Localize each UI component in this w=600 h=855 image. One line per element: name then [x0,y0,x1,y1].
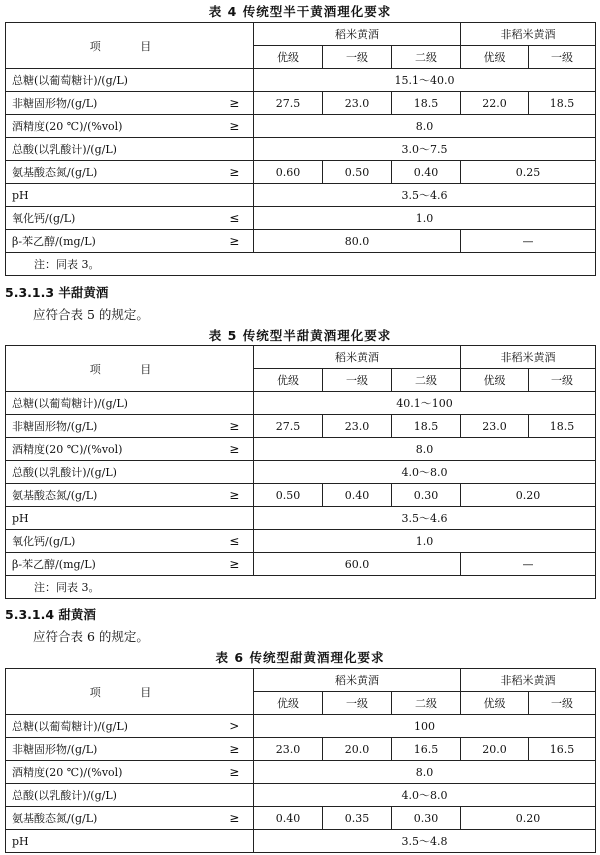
header-rice-group: 稻米黄酒 [254,346,461,369]
row-label: pH [6,830,216,853]
cell-value: 40.1～100 [254,392,596,415]
row-label: 氧化钙/(g/L) [6,530,216,553]
table4-caption: 表 4 传统型半干黄酒理化要求 [208,4,392,19]
row-symbol [216,830,254,853]
header-nonrice-group: 非稻米黄酒 [461,23,596,46]
cell-value: 23.0 [323,415,392,438]
row-symbol [216,69,254,92]
row-symbol: ≥ [216,115,254,138]
row-symbol [216,784,254,807]
header-nonrice-group: 非稻米黄酒 [461,346,596,369]
row-label: 总糖(以葡萄糖计)/(g/L) [6,715,216,738]
section-text: 应符合表 6 的规定。 [33,629,149,644]
table-row [6,461,596,484]
row-symbol [216,138,254,161]
row-label: 非糖固形物/(g/L) [6,415,216,438]
row-symbol [216,392,254,415]
cell-value: 3.5～4.6 [254,507,596,530]
section-heading: 5.3.1.4 甜黄酒 [5,607,96,622]
row-symbol [216,507,254,530]
cell-value: 16.5 [529,738,596,761]
table-row [6,230,596,253]
row-symbol: ≥ [216,161,254,184]
cell-value: 0.30 [392,807,461,830]
row-symbol: ≥ [216,230,254,253]
header-grade: 一级 [529,46,596,69]
row-label: 非糖固形物/(g/L) [6,92,216,115]
cell-value: 22.0 [461,92,529,115]
cell-value: 20.0 [323,738,392,761]
header-grade: 优级 [461,369,529,392]
header-grade: 优级 [254,369,323,392]
table-row [6,69,596,92]
header-grade: 优级 [461,692,529,715]
table-note-row [6,576,596,599]
row-symbol: ≥ [216,738,254,761]
header-rice-group: 稻米黄酒 [254,23,461,46]
header-rice-group: 稻米黄酒 [254,669,461,692]
table6 [5,668,596,853]
table-row [6,738,596,761]
row-label: 总糖(以葡萄糖计)/(g/L) [6,392,216,415]
row-label: 总酸(以乳酸计)/(g/L) [6,138,216,161]
row-symbol: ≥ [216,484,254,507]
table-row [6,484,596,507]
header-grade: 一级 [323,369,392,392]
cell-value: 0.25 [461,161,596,184]
row-symbol: ≥ [216,553,254,576]
cell-value: 3.5～4.8 [254,830,596,853]
cell-value: 8.0 [254,115,596,138]
cell-value: 4.0～8.0 [254,461,596,484]
cell-value: 18.5 [529,92,596,115]
row-symbol [216,184,254,207]
table4 [5,22,596,276]
cell-value: 4.0～8.0 [254,784,596,807]
table6-caption: 表 6 传统型甜黄酒理化要求 [215,650,385,665]
row-symbol: ≥ [216,807,254,830]
cell-value: 0.40 [254,807,323,830]
header-item: 项 目 [6,23,254,69]
row-label: 氨基酸态氮/(g/L) [6,161,216,184]
table-row [6,115,596,138]
cell-value: 3.5～4.6 [254,184,596,207]
table-row [6,415,596,438]
table-row [6,92,596,115]
row-label: β-苯乙醇/(mg/L) [6,553,216,576]
cell-value: 8.0 [254,761,596,784]
row-label: 总酸(以乳酸计)/(g/L) [6,461,216,484]
cell-value: 0.50 [254,484,323,507]
cell-value: 3.0～7.5 [254,138,596,161]
cell-value: 18.5 [392,92,461,115]
cell-value: 8.0 [254,438,596,461]
table-row [6,138,596,161]
row-label: 氨基酸态氮/(g/L) [6,484,216,507]
cell-value: 23.0 [461,415,529,438]
cell-value: 100 [254,715,596,738]
cell-value: 0.60 [254,161,323,184]
table-row [6,553,596,576]
cell-value: — [461,230,596,253]
cell-value: 27.5 [254,415,323,438]
table-note: 注：同表 3。 [6,576,596,599]
row-label: 氧化钙/(g/L) [6,207,216,230]
cell-value: 80.0 [254,230,461,253]
header-grade: 一级 [529,369,596,392]
header-grade: 一级 [529,692,596,715]
table-row [6,784,596,807]
cell-value: 16.5 [392,738,461,761]
table-row [6,715,596,738]
table-note: 注：同表 3。 [6,253,596,276]
table5-caption: 表 5 传统型半甜黄酒理化要求 [208,328,392,343]
cell-value: 27.5 [254,92,323,115]
table-row [6,830,596,853]
row-label: 总酸(以乳酸计)/(g/L) [6,784,216,807]
row-label: β-苯乙醇/(mg/L) [6,230,216,253]
table-row [6,507,596,530]
table-row [6,392,596,415]
section-heading: 5.3.1.3 半甜黄酒 [5,285,109,300]
cell-value: 0.40 [392,161,461,184]
table5 [5,345,596,599]
row-label: 酒精度(20 ℃)/(%vol) [6,115,216,138]
header-item: 项 目 [6,669,254,715]
header-grade: 二级 [392,692,461,715]
row-symbol: ≥ [216,761,254,784]
cell-value: 0.20 [461,484,596,507]
cell-value: — [461,553,596,576]
cell-value: 20.0 [461,738,529,761]
row-symbol [216,461,254,484]
header-grade: 一级 [323,692,392,715]
header-grade: 优级 [254,692,323,715]
row-label: 酒精度(20 ℃)/(%vol) [6,438,216,461]
cell-value: 18.5 [529,415,596,438]
cell-value: 0.35 [323,807,392,830]
row-symbol: ≥ [216,92,254,115]
cell-value: 23.0 [323,92,392,115]
table-note-row [6,253,596,276]
row-label: 酒精度(20 ℃)/(%vol) [6,761,216,784]
cell-value: 0.30 [392,484,461,507]
cell-value: 18.5 [392,415,461,438]
row-symbol: ≤ [216,530,254,553]
table-row [6,184,596,207]
table-row [6,530,596,553]
header-grade: 一级 [323,46,392,69]
row-symbol: ≥ [216,415,254,438]
header-grade: 优级 [461,46,529,69]
section-text: 应符合表 5 的规定。 [33,307,149,322]
cell-value: 0.40 [323,484,392,507]
table-row [6,207,596,230]
row-label: 非糖固形物/(g/L) [6,738,216,761]
cell-value: 0.20 [461,807,596,830]
cell-value: 60.0 [254,553,461,576]
header-grade: 二级 [392,46,461,69]
row-symbol: ≥ [216,438,254,461]
row-symbol: ≤ [216,207,254,230]
header-nonrice-group: 非稻米黄酒 [461,669,596,692]
row-label: 氨基酸态氮/(g/L) [6,807,216,830]
header-item: 项 目 [6,346,254,392]
cell-value: 0.50 [323,161,392,184]
cell-value: 1.0 [254,207,596,230]
cell-value: 23.0 [254,738,323,761]
table-row [6,807,596,830]
row-label: pH [6,507,216,530]
table-row [6,438,596,461]
cell-value: 15.1～40.0 [254,69,596,92]
row-label: 总糖(以葡萄糖计)/(g/L) [6,69,216,92]
cell-value: 1.0 [254,530,596,553]
row-symbol: > [216,715,254,738]
table-row [6,761,596,784]
header-grade: 二级 [392,369,461,392]
row-label: pH [6,184,216,207]
table-row [6,161,596,184]
header-grade: 优级 [254,46,323,69]
